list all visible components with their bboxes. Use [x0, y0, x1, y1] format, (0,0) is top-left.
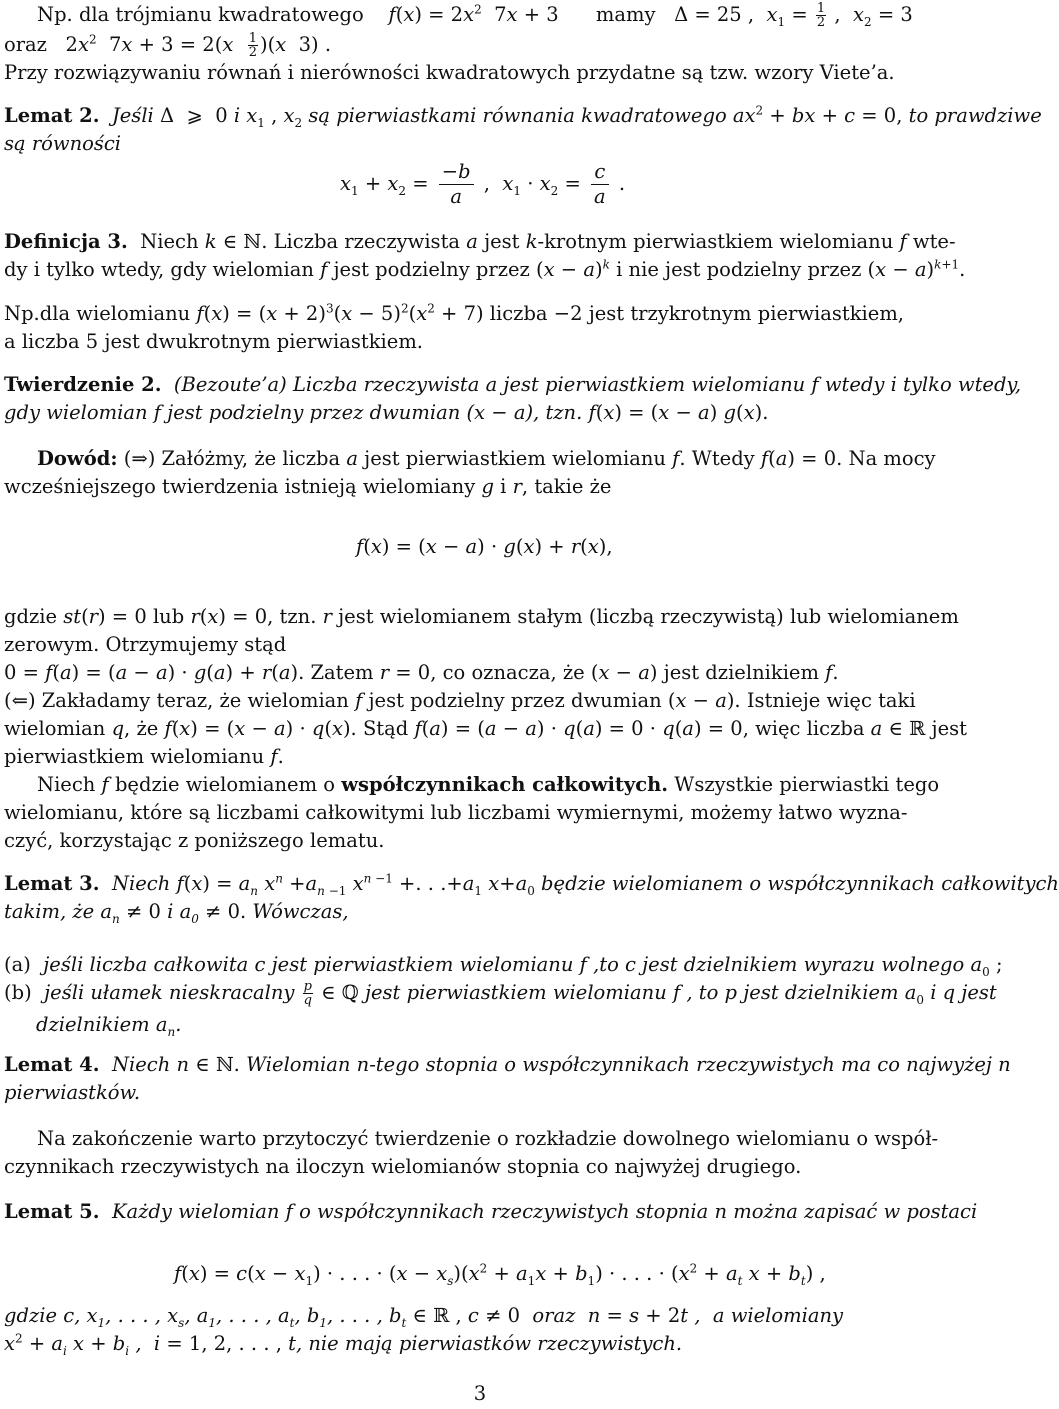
tw-2-label: Twierdzenie 2.	[4, 373, 162, 396]
definicja-3: Definicja 3. Niech k ∈ ℕ. Liczba rzeczywista a jest k-krotnym pierwiastkiem wielomianu f wte- dy i tylko wtedy, gdy wielomian f jest podzielny przez $(x - a)^k$ i nie jest podzielny przez $(x - a)^{k+1}$.	[4, 230, 966, 281]
lemat-5: Lemat 5. Każdy wielomian f o współczynnikach rzeczywistych stopnia n można zapisać w postaci	[4, 1200, 978, 1223]
division-formula: f(x) = (x − a) · g(x) + r(x),	[356, 535, 613, 558]
item-a: (a) jeśli liczba całkowita c jest pierwiastkiem wielomianu f ,to c jest dzielnikiem wyrazu wolnego $a_0$ ;	[4, 953, 1003, 979]
viete-intro: Przy rozwiązywaniu równań i nierówności kwadratowych przydatne są tzw. wzory Viete’a.	[4, 61, 895, 84]
lemat-3: Lemat 3. Niech $f(x) = a_n$ $x^n +a_{n -1}$ $x^{n -1}$ +. . $.+a_1$ $x+a_0$ będzie wielomianem o współczynnikach całkowitych takim, że $a_n \ne 0$ i $a_0 \ne 0$. Wówczas,	[4, 871, 1059, 926]
lemat-4-label: Lemat 4.	[4, 1053, 100, 1076]
lemat-3-items: (a) jeśli liczba całkowita c jest pierwiastkiem wielomianu f ,to c jest dzielnikiem wyrazu wolnego $a_0$ ; (b) jeśli ułamek nieskracalny $\frac{p}{q}$ ∈ ℚ jest pierwiastkiem wielomianu f , to p jest dzielnikiem $a_0$ i q jest dzielnikiem $a_n$.	[4, 953, 1003, 1039]
example-trinomial-line: Np. dla trójmianu kwadratowego $f(x) = 2x^2$ 7x + 3 mamy Δ = 25 , $x_1$ = $\frac{1}{2}$ , $x_2 = 3$	[37, 1, 913, 30]
proof: Dowód: (⇒) Załóżmy, że liczba a jest pierwiastkiem wielomianu f. Wtedy f(a) = 0. Na mocy wcześniejszego twierdzenia istnieją wielomiany g i r, takie że	[4, 447, 936, 498]
lemat-5-continuation: gdzie c, $x_1$, . . . , $x_s$, $a_1$, . . . , $a_t$, $b_1$, . . . , $b_t$ ∈ ℝ , c ≠ 0 oraz n = s + 2t , a wielomiany $x^2 + a_i$ $x + b_i$ , i = 1, 2, . . . , t, nie mają pierwiastków rzeczywistych.	[4, 1304, 844, 1358]
def-3-label: Definicja 3.	[4, 230, 128, 253]
lemat-2-label: Lemat 2.	[4, 104, 100, 127]
multiplicity-example: Np.dla wielomianu $f(x) = (x + 2)^3(x - 5)^2(x^2 + 7)$ liczba −2 jest trzykrotnym pierwiastkiem, a liczba 5 jest dwukrotnym pierwiastkiem.	[4, 301, 905, 353]
conclusion-paragraph: Na zakończenie warto przytoczyć twierdzenie o rozkładzie dowolnego wielomianu o współ- czynnikach rzeczywistych na iloczyn wielomianów stopnia co najwyżej drugiego.	[4, 1127, 939, 1178]
item-b: (b) jeśli ułamek nieskracalny $\frac{p}{q}$ ∈ ℚ jest pierwiastkiem wielomianu f , to p jest dzielnikiem $a_0$ i q jest	[4, 979, 997, 1008]
viete-formula: $x_1 + x_2$ = $\frac{-b}{a}$ , $x_1 \cdot x_2$ = $\frac{c}{a}$ .	[340, 160, 626, 208]
lemat-5-label: Lemat 5.	[4, 1200, 100, 1223]
example-factorization-line: oraz $2x^2$ 7x + 3 = 2(x $\frac{1}{2}$ )(x 3) .	[4, 31, 332, 60]
lemat-2: Lemat 2. Jeśli Δ ⩾ 0 i $x_1$ , $x_2$ są pierwiastkami równania kwadratowego $ax^2$ + bx + c = 0, to prawdziwe są równości	[4, 103, 1042, 155]
proof-label: Dowód:	[37, 447, 118, 470]
lemat-4: Lemat 4. Niech n ∈ ℕ. Wielomian n-tego stopnia o współczynnikach rzeczywistych ma co najwyżej n pierwiastków.	[4, 1053, 1011, 1104]
lemat-3-label: Lemat 3.	[4, 872, 100, 895]
page-number: 3	[473, 1382, 487, 1405]
factorization-formula: $f(x) = c(x - x_1)$ · . . . · $(x - x_s)(x^2 + a_1x + b_1)$ · . . . · ($x^2 + a_t$ $x + b_t$) ,	[174, 1261, 826, 1288]
proof-continuation: gdzie st(r) = 0 lub r(x) = 0, tzn. r jest wielomianem stałym (liczbą rzeczywistą) lub wielomianem zerowym. Otrzymujemy stąd 0 = f(a) = (a − a) · g(a) + r(a). Zatem r = 0, co oznacza, że (x − a) jest dzielnikiem f. (⇐) Zakładamy teraz, że wielomian f jest podzielny przez dwumian (x − a). Istnieje więc taki wielomian q, że f(x) = (x − a) · q(x). Stąd f(a) = (a − a) · q(a) = 0 · q(a) = 0, więc liczba a ∈ ℝ jest pierwiastkiem wielomianu f. Niech f będzie wielomianem o współczynnikach całkowitych. Wszystkie pierwiastki tego wielomianu, które są liczbami całkowitymi lub liczbami wymiernymi, możemy łatwo wyzna- czyć, korzystając z poniższego lematu.	[4, 605, 967, 852]
twierdzenie-2: Twierdzenie 2. (Bezoute’a) Liczba rzeczywista a jest pierwiastkiem wielomianu f wtedy i tylko wtedy, gdy wielomian f jest podzielny przez dwumian (x − a), tzn. f(x) = (x − a) g(x).	[4, 373, 1022, 424]
